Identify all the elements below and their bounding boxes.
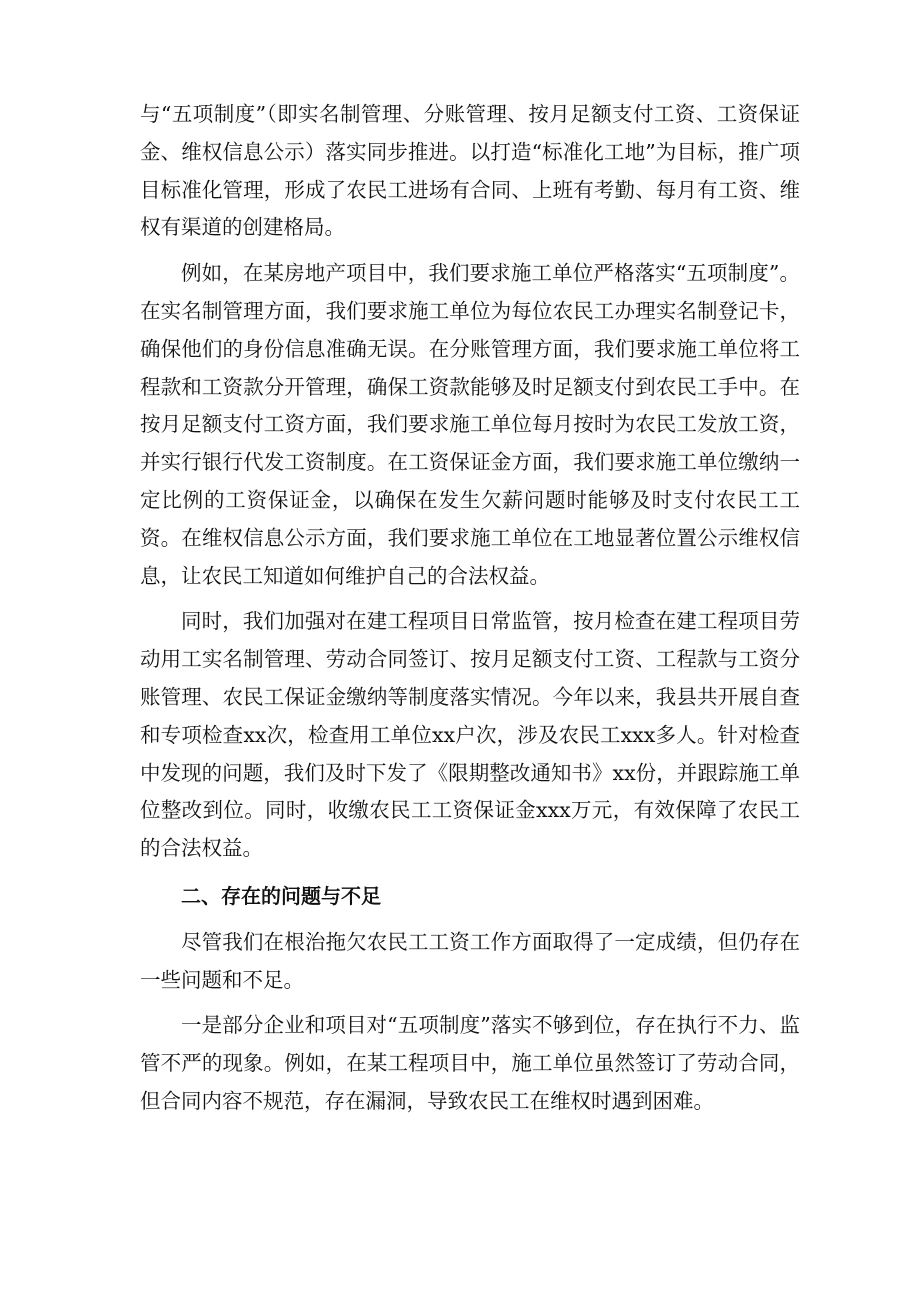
paragraph-problem-one: 一是部分企业和项目对“五项制度”落实不够到位，存在执行不力、监管不严的现象。例如，在某工程项目中，施工单位虽然签订了劳动合同，但合同内容不规范，存在漏洞，导致农民工在维权时遇到困难。 — [140, 1013, 800, 1113]
paragraph-example: 例如，在某房地产项目中，我们要求施工单位严格落实“五项制度”。在实名制管理方面，我们要求施工单位为每位农民工办理实名制登记卡，确保他们的身份信息准确无误。在分账管理方面，我们要求施工单位将工程款和工资款分开管理，确保工资款能够及时足额支付到农民工手中。在按月足额支付工资方面，我们要求施工单位每月按时为农民工发放工资，并实行银行代发工资制度。在工资保证金方面，我们要求施工单位缴纳一定比例的工资保证金，以确保在发生欠薪问题时能够及时支付农民工工资。在维权信息公示方面，我们要求施工单位在工地显著位置公示维权信息，让农民工知道如何维护自己的合法权益。 — [140, 261, 800, 588]
paragraph-intro-problems: 尽管我们在根治拖欠农民工工资工作方面取得了一定成绩，但仍存在一些问题和不足。 — [140, 929, 800, 992]
paragraph-continuation: 与“五项制度”（即实名制管理、分账管理、按月足额支付工资、工资保证金、维权信息公示）落实同步推进。以打造“标准化工地”为目标，推广项目标准化管理，形成了农民工进场有合同、上班有考勤、每月有工资、维权有渠道的创建格局。 — [140, 102, 800, 240]
paragraph-supervision: 同时，我们加强对在建工程项目日常监管，按月检查在建工程项目劳动用工实名制管理、劳动合同签订、按月足额支付工资、工程款与工资分账管理、农民工保证金缴纳等制度落实情况。今年以来，我县共开展自查和专项检查xx次，检查用工单位xx户次，涉及农民工xxx多人。针对检查中发现的问题，我们及时下发了《限期整改通知书》xx份，并跟踪施工单位整改到位。同时，收缴农民工工资保证金xxx万元，有效保障了农民工的合法权益。 — [140, 609, 800, 861]
document-page — [140, 96, 800, 1121]
section-heading: 二、存在的问题与不足 — [181, 883, 381, 908]
